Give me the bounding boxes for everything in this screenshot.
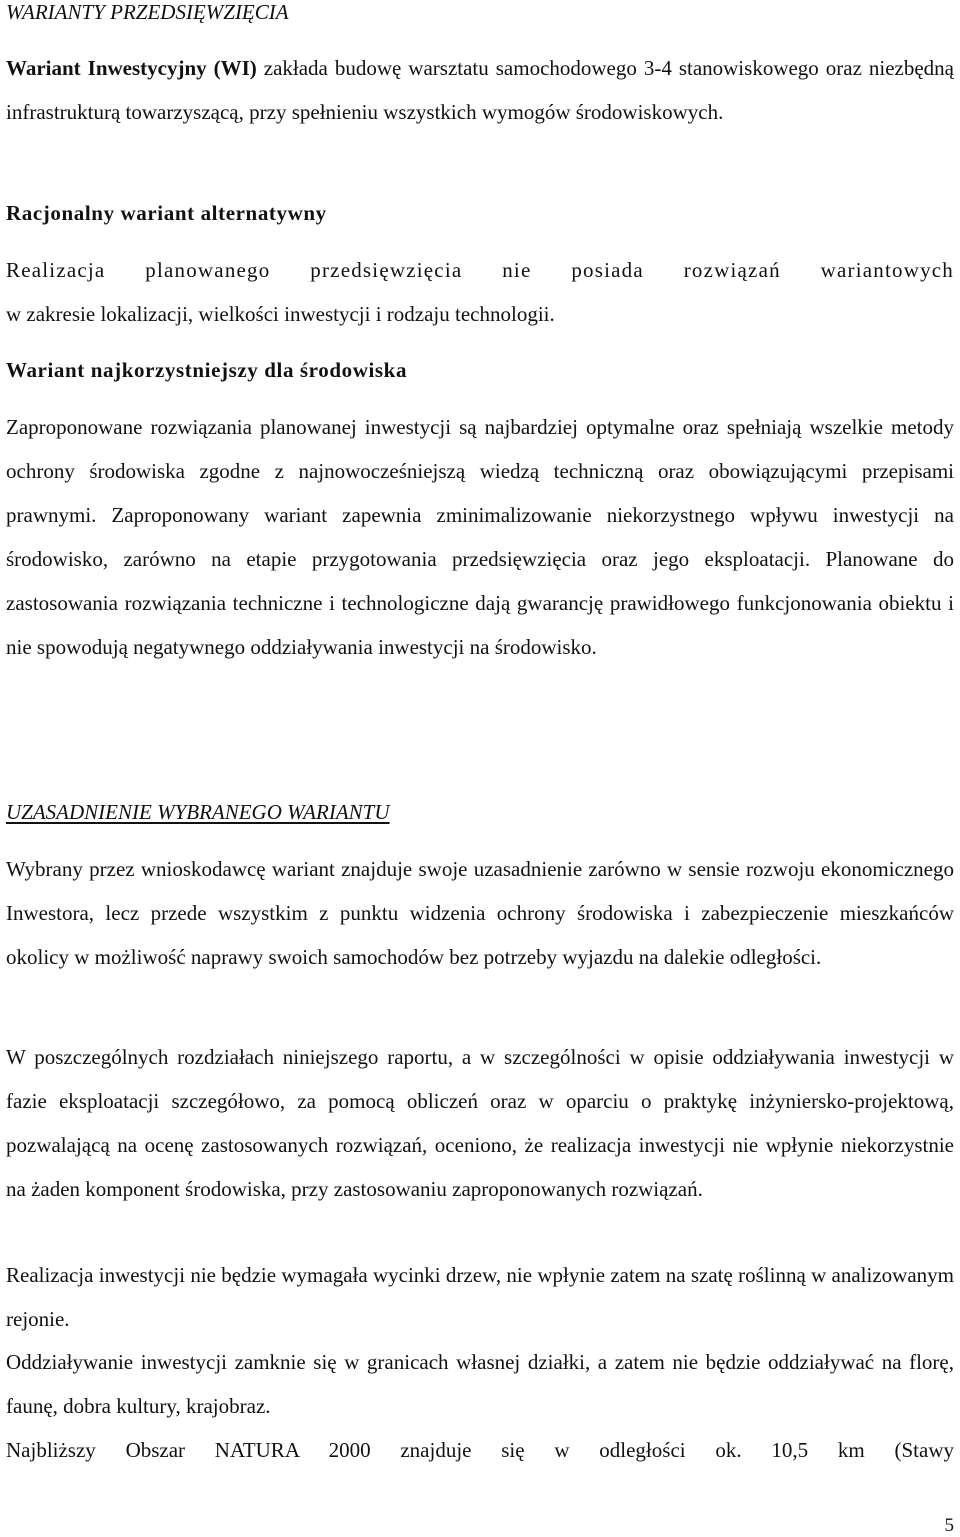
paragraph-uzasadnienie-3: Realizacja inwestycji nie będzie wymagała wycinki drzew, nie wpłynie zatem na szatę roślinną w analizowanym rejonie. (6, 1263, 954, 1331)
paragraph-natura: Najbliższy Obszar NATURA 2000 znajduje się w odległości ok. 10,5 km (Stawy (6, 1438, 954, 1462)
paragraph-uzasadnienie-2: W poszczególnych rozdziałach niniejszego raportu, a w szczególności w opisie oddziaływania inwestycji w fazie eksploatacji szczegółowo, za pomocą obliczeń oraz w oparciu o praktykę inżyniersko-projektową, pozwalającą na ocenę zastosowanych rozwiązań, oceniono, że realizacja inwestycji nie wpłynie niekorzystnie na żaden komponent środowiska, przy zastosowaniu zaproponowanych rozwiązań. (6, 1045, 954, 1201)
racjonalny-text-line1: Realizacja planowanego przedsięwzięcia nie posiada rozwiązań wariantowych (6, 258, 954, 282)
racjonalny-text-line2: w zakresie lokalizacji, wielkości inwestycji i rodzaju technologii. (6, 302, 555, 326)
paragraph-uzasadnienie-4: Oddziaływanie inwestycji zamknie się w granicach własnej działki, a zatem nie będzie oddziaływać na florę, faunę, dobra kultury, krajobraz. (6, 1350, 954, 1418)
page-number: 5 (944, 1515, 954, 1536)
paragraph-najkorzystniejszy: Zaproponowane rozwiązania planowanej inwestycji są najbardziej optymalne oraz spełniają wszelkie metody ochrony środowiska zgodne z najnowocześniejszą wiedzą techniczną oraz obowiązującymi przepisami prawnymi. Zaproponowany wariant zapewnia zminimalizowanie niekorzystnego wpływu inwestycji na środowisko, zarówno na etapie przygotowania przedsięwzięcia oraz jego eksploatacji. Planowane do zastosowania rozwiązania techniczne i technologiczne dają gwarancję prawidłowego funkcjonowania obiektu i nie spowodują negatywnego oddziaływania inwestycji na środowisko. (6, 415, 954, 659)
wariant-inwestycyjny-label: Wariant Inwestycyjny (WI) (6, 56, 257, 80)
section-heading-warianty: WARIANTY PRZEDSIĘWZIĘCIA (6, 0, 289, 24)
paragraph-uzasadnienie-1: Wybrany przez wnioskodawcę wariant znajduje swoje uzasadnienie zarówno w sensie rozwoju ekonomicznego Inwestora, lecz przede wszystkim z punktu widzenia ochrony środowiska i zabezpieczenie mieszkańców okolicy w możliwość naprawy swoich samochodów bez potrzeby wyjazdu na dalekie odległości. (6, 857, 954, 969)
wariant-inwestycyjny-text: zakłada budowę warsztatu samochodowego 3-4 stanowiskowego oraz niezbędną infrastrukturą towarzyszącą, przy spełnieniu wszystkich wymogów środowiskowych. (6, 56, 955, 124)
paragraph-wariant-inwestycyjny (6, 46, 954, 134)
section-heading-najkorzystniejszy: Wariant najkorzystniejszy dla środowiska (6, 358, 408, 382)
paragraph-racjonalny (6, 248, 954, 336)
section-heading-racjonalny: Racjonalny wariant alternatywny (6, 201, 327, 225)
section-heading-uzasadnienie: UZASADNIENIE WYBRANEGO WARIANTU (6, 800, 390, 824)
